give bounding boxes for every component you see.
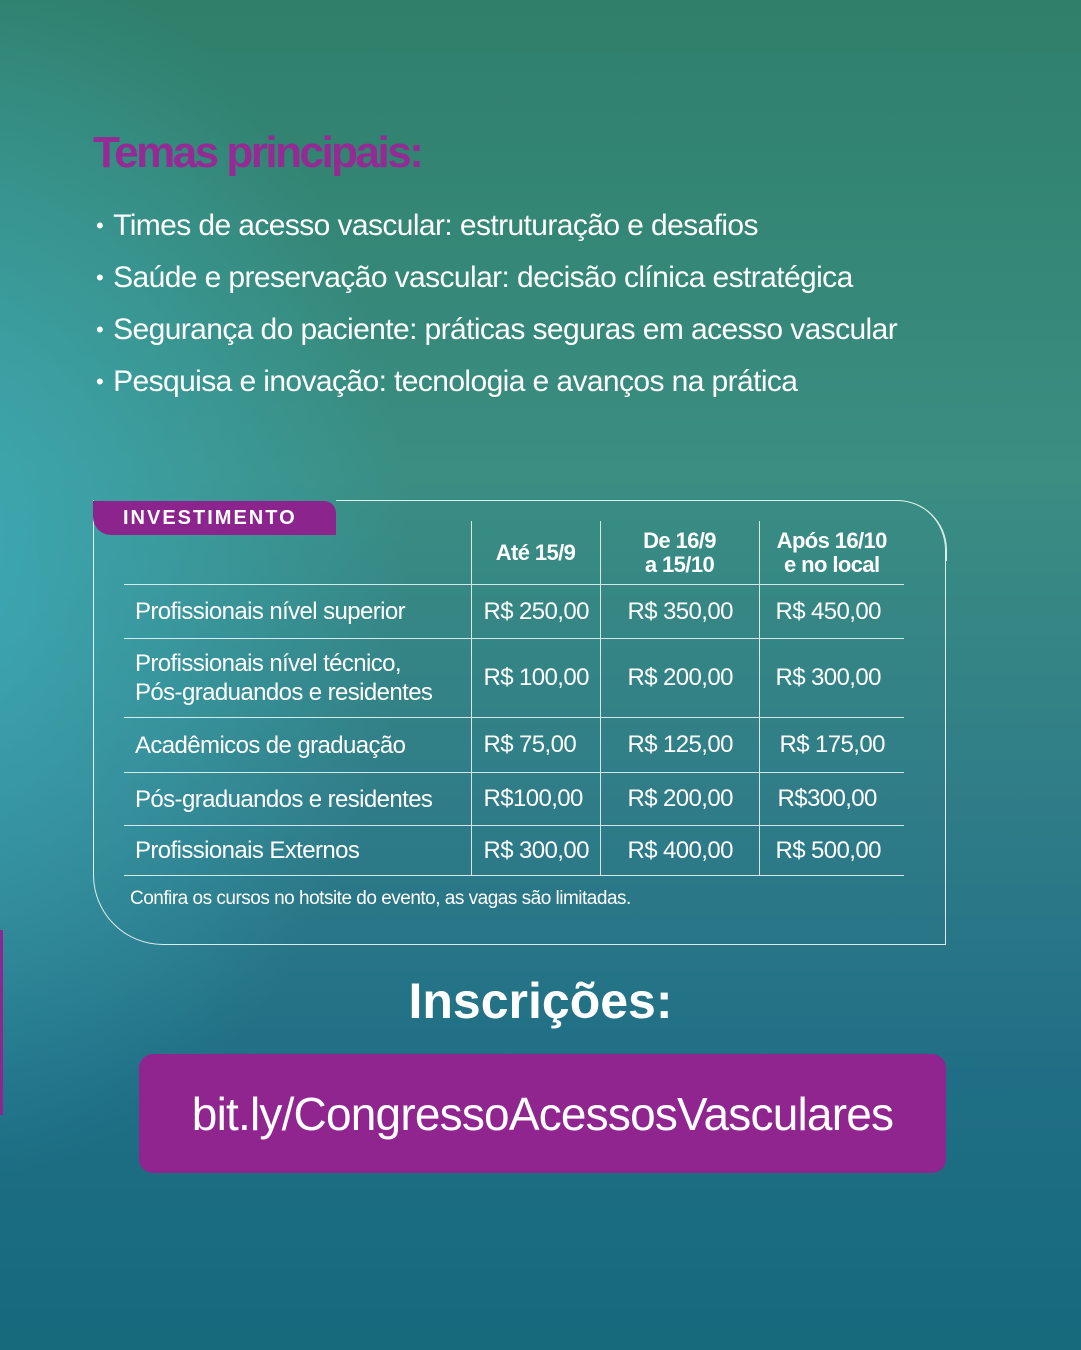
price-cell: R$ 100,00 (471, 639, 600, 718)
row-label: Profissionais Externos (135, 837, 360, 864)
themes-list (96, 200, 897, 408)
table-row (124, 585, 904, 639)
theme-item (96, 356, 897, 408)
theme-item-text: Pesquisa e inovação: tecnologia e avanços na prática (113, 365, 798, 398)
investment-note: Confira os cursos no hotsite do evento, as vagas são limitadas. (130, 888, 631, 909)
row-label: Pós-graduandos e residentes (135, 785, 433, 813)
price-cell: R$ 175,00 (759, 718, 904, 773)
registration-title: Inscrições: (408, 973, 673, 1029)
theme-item-text: Times de acesso vascular: estruturação e desafios (113, 209, 758, 242)
bullet-icon: • (96, 317, 104, 342)
price-table (124, 521, 904, 876)
price-cell: R$ 350,00 (600, 585, 759, 639)
theme-item (96, 200, 897, 252)
bullet-icon: • (96, 369, 104, 394)
price-cell: R$ 500,00 (759, 826, 904, 876)
price-cell: R$ 200,00 (600, 639, 759, 718)
table-row (124, 773, 904, 826)
price-cell: R$ 300,00 (759, 639, 904, 718)
investment-panel-top-border (336, 500, 894, 501)
header-blank (124, 521, 471, 585)
price-cell: R$ 200,00 (600, 773, 759, 826)
price-cell: R$ 400,00 (600, 826, 759, 876)
price-cell: R$ 450,00 (759, 585, 904, 639)
price-cell: R$300,00 (759, 773, 904, 826)
price-cell: R$ 300,00 (471, 826, 600, 876)
table-row (124, 639, 904, 718)
theme-item-text: Saúde e preservação vascular: decisão clínica estratégica (113, 261, 853, 294)
column-header (759, 521, 904, 585)
row-label (124, 639, 471, 718)
theme-item-text: Segurança do paciente: práticas seguras em acesso vascular (113, 313, 898, 346)
price-cell: R$ 250,00 (471, 585, 600, 639)
price-table-header (124, 521, 904, 585)
column-header-text: Após 16/10 e no local (776, 527, 887, 577)
theme-item (96, 304, 897, 356)
registration-link-button[interactable]: bit.ly/CongressoAcessosVasculares (139, 1054, 946, 1173)
row-label: Profissionais nível superior (135, 598, 405, 625)
row-label: Acadêmicos de graduação (135, 731, 406, 759)
themes-title: Temas principais: (93, 128, 422, 177)
column-header-text: De 16/9 a 15/10 (643, 527, 716, 577)
bullet-icon: • (96, 213, 104, 238)
bullet-icon: • (96, 265, 104, 290)
price-cell: R$ 125,00 (600, 718, 759, 773)
column-header (600, 521, 759, 585)
price-cell: R$ 75,00 (471, 718, 600, 773)
column-header: Até 15/9 (471, 521, 600, 585)
investment-tag: INVESTIMENTO (93, 501, 336, 535)
table-row (124, 718, 904, 773)
table-row (124, 826, 904, 876)
price-cell: R$100,00 (471, 773, 600, 826)
row-label-text: Profissionais nível técnico, Pós-graduandos e residentes (135, 650, 433, 706)
theme-item (96, 252, 897, 304)
